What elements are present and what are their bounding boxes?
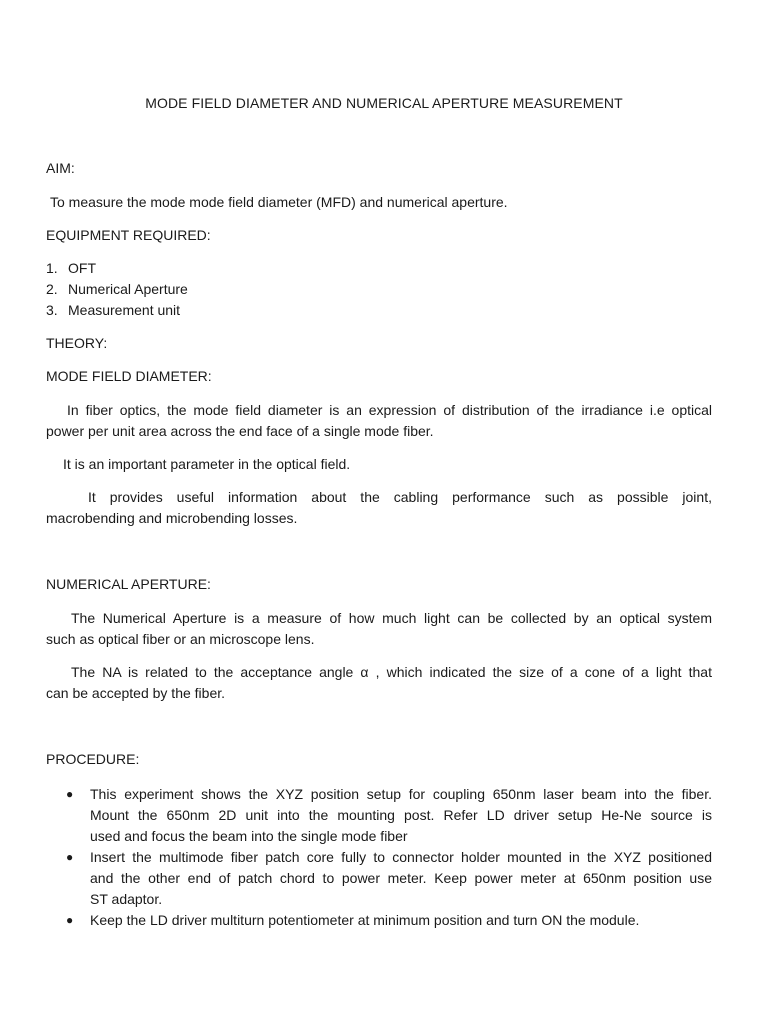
list-item-line: used and focus the beam into the single mode fiber xyxy=(90,828,408,844)
list-item-text: OFT xyxy=(68,260,96,276)
paragraph-line: The NA is related to the acceptance angle α , which indicated the size of a cone of a light that xyxy=(71,664,712,680)
list-item-line: Keep the LD driver multiturn potentiometer at minimum position and turn ON the module. xyxy=(90,912,640,928)
paragraph-line: macrobending and microbending losses. xyxy=(46,510,298,526)
list-item-line: This experiment shows the XYZ position setup for coupling 650nm laser beam into the fiber. xyxy=(90,786,712,802)
theory-heading: THEORY: xyxy=(46,335,108,351)
list-item-text: Measurement unit xyxy=(68,302,181,318)
procedure-list xyxy=(46,784,712,931)
paragraph-line: In fiber optics, the mode field diameter is an expression of distribution of the irradiance i.e optical xyxy=(67,402,712,418)
aim-heading: AIM: xyxy=(46,160,75,176)
bullet-icon: ● xyxy=(66,787,74,801)
na-heading: NUMERICAL APERTURE: xyxy=(46,576,211,592)
paragraph-line: It provides useful information about the cabling performance such as possible joint, xyxy=(88,489,712,505)
list-item-line: Insert the multimode fiber patch core fully to connector holder mounted in the XYZ positioned xyxy=(90,849,712,865)
list-item-line: ST adaptor. xyxy=(90,891,163,907)
na-paragraph-1 xyxy=(46,608,712,650)
procedure-heading: PROCEDURE: xyxy=(46,751,140,767)
paragraph-line: can be accepted by the fiber. xyxy=(46,685,226,701)
list-item xyxy=(46,847,712,910)
aim-text: To measure the mode mode field diameter (MFD) and numerical aperture. xyxy=(50,194,508,210)
page-title: MODE FIELD DIAMETER AND NUMERICAL APERTURE MEASUREMENT xyxy=(145,95,623,111)
list-item xyxy=(46,300,188,321)
list-number: 2. xyxy=(46,281,58,297)
paragraph-line: power per unit area across the end face of a single mode fiber. xyxy=(46,423,434,439)
list-item xyxy=(46,258,188,279)
paragraph-line: such as optical fiber or an microscope lens. xyxy=(46,631,315,647)
mfd-heading: MODE FIELD DIAMETER: xyxy=(46,368,212,384)
mfd-paragraph-2: It is an important parameter in the optical field. xyxy=(63,456,351,472)
mfd-paragraph-1 xyxy=(46,400,712,442)
list-item xyxy=(46,279,188,300)
equipment-list xyxy=(46,258,188,321)
list-number: 3. xyxy=(46,302,58,318)
list-item-line: and the other end of patch chord to power meter. Keep power meter at 650nm position use xyxy=(90,870,712,886)
list-number: 1. xyxy=(46,260,58,276)
paragraph-line: The Numerical Aperture is a measure of how much light can be collected by an optical system xyxy=(71,610,712,626)
na-paragraph-2 xyxy=(46,662,712,704)
bullet-icon: ● xyxy=(66,850,74,864)
mfd-paragraph-3 xyxy=(46,487,712,529)
list-item xyxy=(46,910,712,931)
list-item xyxy=(46,784,712,847)
list-item-line: Mount the 650nm 2D unit into the mounting post. Refer LD driver setup He-Ne source is xyxy=(90,807,712,823)
bullet-icon: ● xyxy=(66,913,74,927)
list-item-text: Numerical Aperture xyxy=(68,281,188,297)
equipment-heading: EQUIPMENT REQUIRED: xyxy=(46,227,211,243)
